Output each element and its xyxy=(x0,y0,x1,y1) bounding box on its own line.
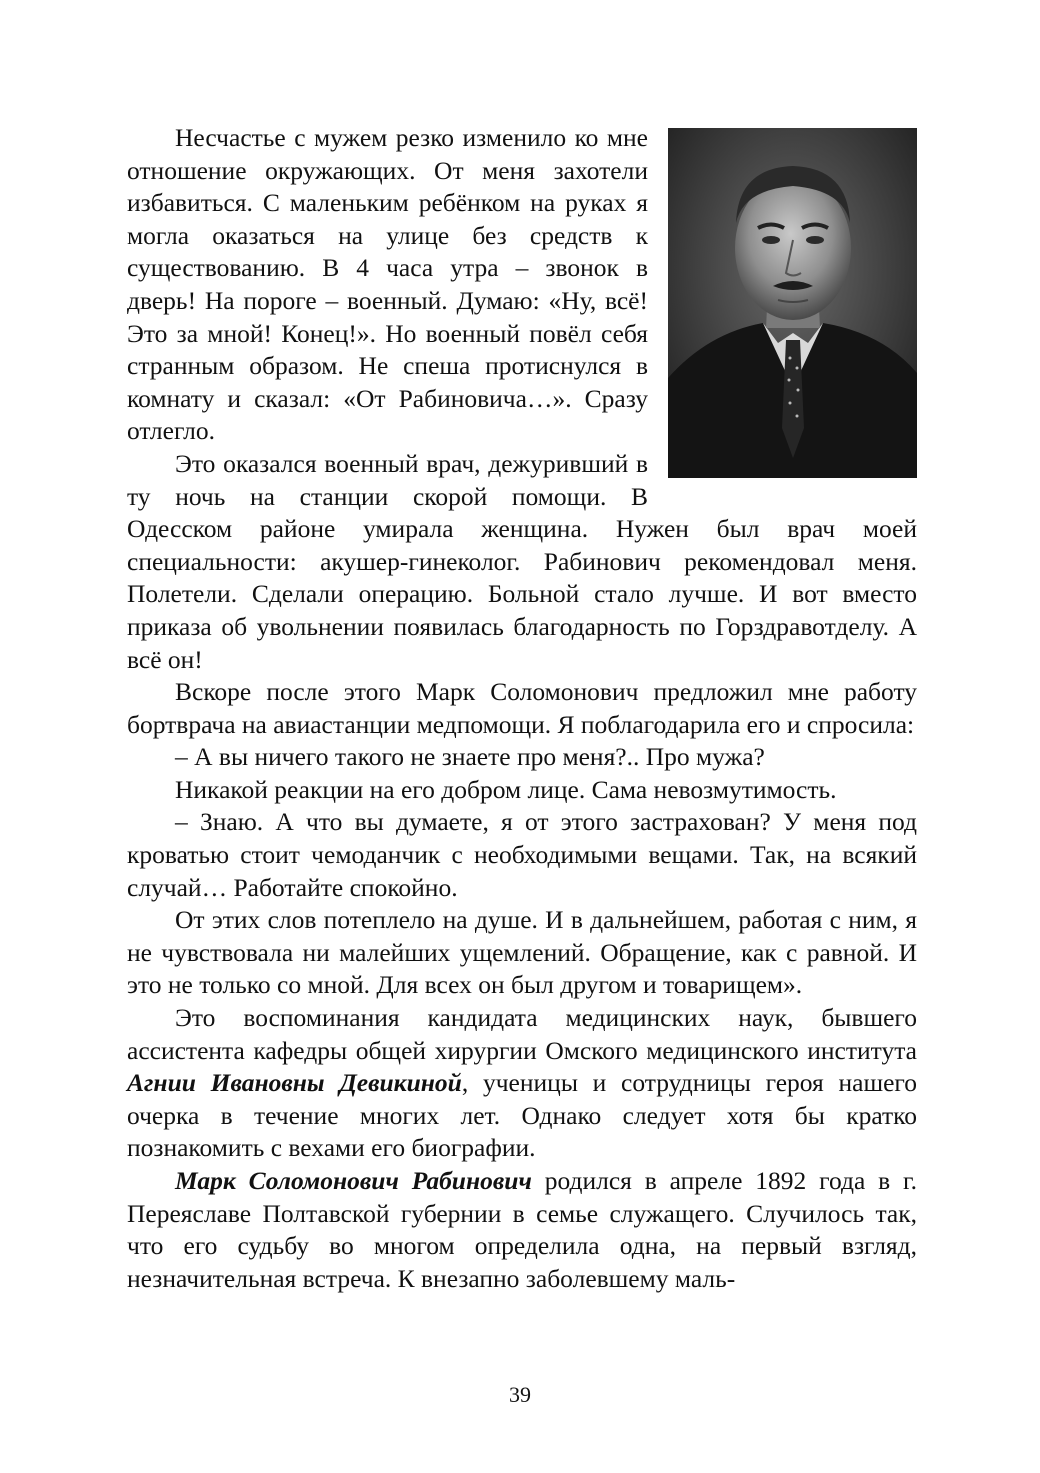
emphasized-name: Агнии Ивановны Девикиной xyxy=(127,1068,462,1098)
body-text xyxy=(127,122,917,1295)
paragraph-text: Это воспоминания кандидата медицинских наук, бывшего ассистента кафедры общей хирургии Омского медицинского института xyxy=(127,1003,917,1065)
paragraph xyxy=(127,1002,917,1165)
paragraph-text: родился в апреле 1892 года в г. Переяславе Полтавской губернии в семье служащего. Случилось так, что его судьбу во многом определила одна, на первый взгляд, незначительная встреча. К внезапно заболевшему маль- xyxy=(127,1166,917,1293)
paragraph-text: Никакой реакции на его добром лице. Сама невозмутимость. xyxy=(175,774,837,804)
paragraph xyxy=(127,1165,917,1295)
paragraph xyxy=(127,741,917,774)
paragraph-text: Несчастье с мужем резко изменило ко мне отношение окружающих. От меня захотели избавиться. С маленьким ребёнком на руках я могла оказаться на улице без средств к существованию. В 4 часа утра – звонок в дверь! На пороге – военный. Думаю: «Ну, всё! Это за мной! Конец!». Но военный повёл себя странным образом. Не спеша протиснулся в комнату и сказал: «От Рабиновича…». Сразу отлегло. xyxy=(127,123,648,446)
paragraph-text: Это оказался военный врач, дежуривший в ту ночь на станции скорой помощи. В Одесском районе умирала женщина. Нужен был врач моей специальности: акушер-гинеколог. Рабинович рекомендовал меня. Полетели. Сделали операцию. Больной стало лучше. И вот вместо приказа об увольнении появилась благодарность по Горздравотделу. А всё он! xyxy=(127,448,917,674)
paragraph-text: – А вы ничего такого не знаете про меня?.. Про мужа? xyxy=(175,742,765,772)
portrait-photo-icon xyxy=(668,128,917,478)
paragraph xyxy=(127,904,917,1002)
paragraph-text: От этих слов потеплело на душе. И в дальнейшем, работая с ним, я не чувствовала ни малейших ущемлений. Обращение, как с равной. И это не только со мной. Для всех он был другом и товарищем». xyxy=(127,905,917,1000)
paragraph-text: – Знаю. А что вы думаете, я от этого застрахован? У меня под кроватью стоит чемоданчик с необходимыми вещами. Так, на всякий случай… Работайте спокойно. xyxy=(127,807,917,902)
paragraph xyxy=(127,676,917,741)
paragraph-text: Вскоре после этого Марк Соломонович предложил мне работу бортврача на авиастанции медпомощи. Я поблагодарила его и спросила: xyxy=(127,677,917,739)
paragraph-text: , ученицы и сотрудницы героя нашего очерка в течение многих лет. Однако следует хотя бы кратко познакомить с вехами его биографии. xyxy=(127,1068,917,1163)
paragraph xyxy=(127,448,917,676)
emphasized-name: Марк Соломонович Рабинович xyxy=(175,1166,532,1195)
portrait-photo xyxy=(668,128,917,478)
paragraph xyxy=(127,774,917,807)
page-number: 39 xyxy=(509,1382,531,1407)
paragraph xyxy=(127,806,917,904)
